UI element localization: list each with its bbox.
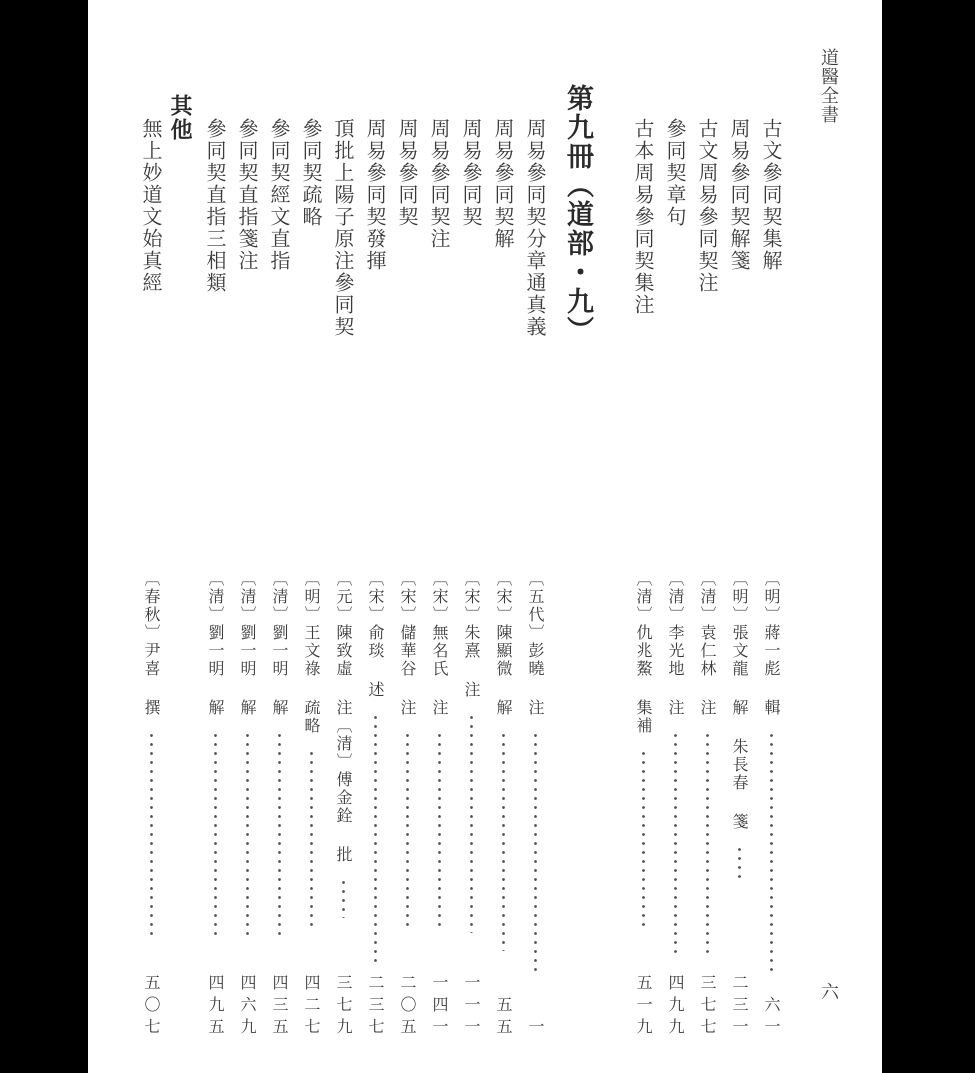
- toc-title[interactable]: 無上妙道文始真經: [139, 118, 163, 294]
- toc-entry-detail: [362, 570, 388, 1040]
- toc-title[interactable]: 周易參同契分章通真義: [523, 118, 547, 338]
- toc-page-number[interactable]: 一: [526, 1018, 545, 1040]
- dot-leader: [502, 731, 505, 951]
- toc-entry-detail: [234, 570, 260, 1040]
- toc-title[interactable]: 周易參同契: [395, 118, 419, 228]
- toc-title[interactable]: 周易參同契解箋: [727, 118, 751, 272]
- dot-leader: [770, 731, 773, 971]
- other-heading: 其他: [167, 94, 193, 142]
- toc-page-number[interactable]: 六一: [762, 996, 781, 1040]
- toc-entry-detail: [138, 570, 164, 1040]
- toc-author: 〔五代〕彭曉 注: [526, 570, 545, 717]
- toc-author: 〔宋〕朱熹 注: [462, 570, 481, 699]
- toc-title[interactable]: 參同契章句: [663, 118, 687, 228]
- book-page: [88, 0, 882, 1073]
- toc-page-number[interactable]: 四九五: [206, 974, 225, 1040]
- dot-leader: [534, 731, 537, 971]
- page-folio: 六: [818, 982, 839, 1000]
- toc-entry-detail: [458, 570, 484, 1040]
- toc-author: 〔宋〕無名氏 注: [430, 570, 449, 717]
- toc-title[interactable]: 周易參同契發揮: [363, 118, 387, 272]
- toc-entry-detail: [662, 570, 688, 1040]
- toc-entry-detail: [394, 570, 420, 1040]
- toc-author: 〔明〕張文龍 解 朱長春 箋: [730, 570, 749, 831]
- toc-author: 〔清〕劉一明 解: [270, 570, 289, 717]
- toc-author: 〔宋〕俞琰 述: [366, 570, 385, 699]
- toc-page-number[interactable]: 二三一: [730, 974, 749, 1040]
- dot-leader: [406, 731, 409, 931]
- toc-title[interactable]: 古文周易參同契注: [695, 118, 719, 294]
- toc-author: 〔宋〕儲華谷 注: [398, 570, 417, 717]
- toc-entry-detail: [758, 570, 784, 1040]
- toc-page-number[interactable]: 四九九: [666, 974, 685, 1040]
- toc-title[interactable]: 頂批上陽子原注參同契: [331, 118, 355, 338]
- dot-leader: [642, 749, 645, 929]
- toc-page-number[interactable]: 三七九: [334, 974, 353, 1040]
- toc-author: 〔明〕王文祿 疏略: [302, 570, 321, 735]
- toc-page-number[interactable]: 四六九: [238, 974, 257, 1040]
- toc-entry-detail: [630, 570, 656, 1040]
- toc-title[interactable]: 參同契經文直指: [267, 118, 291, 272]
- toc-author: 〔清〕袁仁林 注: [698, 570, 717, 717]
- dot-leader: [738, 845, 741, 881]
- dot-leader: [150, 731, 153, 941]
- toc-title[interactable]: 周易參同契: [459, 118, 483, 228]
- dot-leader: [706, 731, 709, 956]
- toc-entry-detail: [202, 570, 228, 1040]
- toc-page-number[interactable]: 二三七: [366, 974, 385, 1040]
- toc-title[interactable]: 周易參同契注: [427, 118, 451, 250]
- toc-author: 〔元〕陳致虛 注〔清〕傅金銓 批: [334, 570, 353, 864]
- dot-leader: [214, 731, 217, 941]
- toc-title[interactable]: 周易參同契解: [491, 118, 515, 250]
- dot-leader: [470, 713, 473, 933]
- toc-page-number[interactable]: 四二七: [302, 974, 321, 1040]
- toc-page-number[interactable]: 一四一: [430, 974, 449, 1040]
- toc-author: 〔明〕蔣一彪 輯: [762, 570, 781, 717]
- dot-leader: [438, 731, 441, 931]
- toc-entry-detail: [298, 570, 324, 1040]
- dot-leader: [310, 749, 313, 929]
- toc-entry-detail: [330, 570, 356, 1040]
- toc-author: 〔宋〕陳顯微 解: [494, 570, 513, 717]
- toc-page-number[interactable]: 三七七: [698, 974, 717, 1040]
- toc-entry-detail: [490, 570, 516, 1040]
- toc-page-number[interactable]: 五一九: [634, 974, 653, 1040]
- toc-title[interactable]: 古本周易參同契集注: [631, 118, 655, 316]
- volume-heading: 第九冊（道部・九）: [562, 84, 593, 345]
- toc-title[interactable]: 參同契疏略: [299, 118, 323, 228]
- dot-leader: [374, 713, 377, 963]
- toc-author: 〔清〕劉一明 解: [238, 570, 257, 717]
- dot-leader: [342, 878, 345, 918]
- toc-entry-detail: [522, 570, 548, 1040]
- running-head: 道醫全書: [818, 48, 839, 124]
- toc-author: 〔春秋〕尹喜 撰: [142, 570, 161, 717]
- toc-page-number[interactable]: 五〇七: [142, 974, 161, 1040]
- toc-entry-detail: [266, 570, 292, 1040]
- toc-author: 〔清〕劉一明 解: [206, 570, 225, 717]
- dot-leader: [278, 731, 281, 941]
- toc-page-number[interactable]: 二〇五: [398, 974, 417, 1040]
- toc-entry-detail: [726, 570, 752, 1040]
- toc-entry-detail: [426, 570, 452, 1040]
- toc-author: 〔清〕李光地 注: [666, 570, 685, 717]
- toc-author: 〔清〕仇兆鰲 集補: [634, 570, 653, 735]
- toc-entry-detail: [694, 570, 720, 1040]
- toc-title[interactable]: 古文參同契集解: [759, 118, 783, 272]
- toc-page-number[interactable]: 一一一: [462, 974, 481, 1040]
- toc-title[interactable]: 參同契直指箋注: [235, 118, 259, 272]
- toc-page-number[interactable]: 四三五: [270, 974, 289, 1040]
- dot-leader: [246, 731, 249, 941]
- toc-page-number[interactable]: 五五: [494, 996, 513, 1040]
- toc-title[interactable]: 參同契直指三相類: [203, 118, 227, 294]
- dot-leader: [674, 731, 677, 956]
